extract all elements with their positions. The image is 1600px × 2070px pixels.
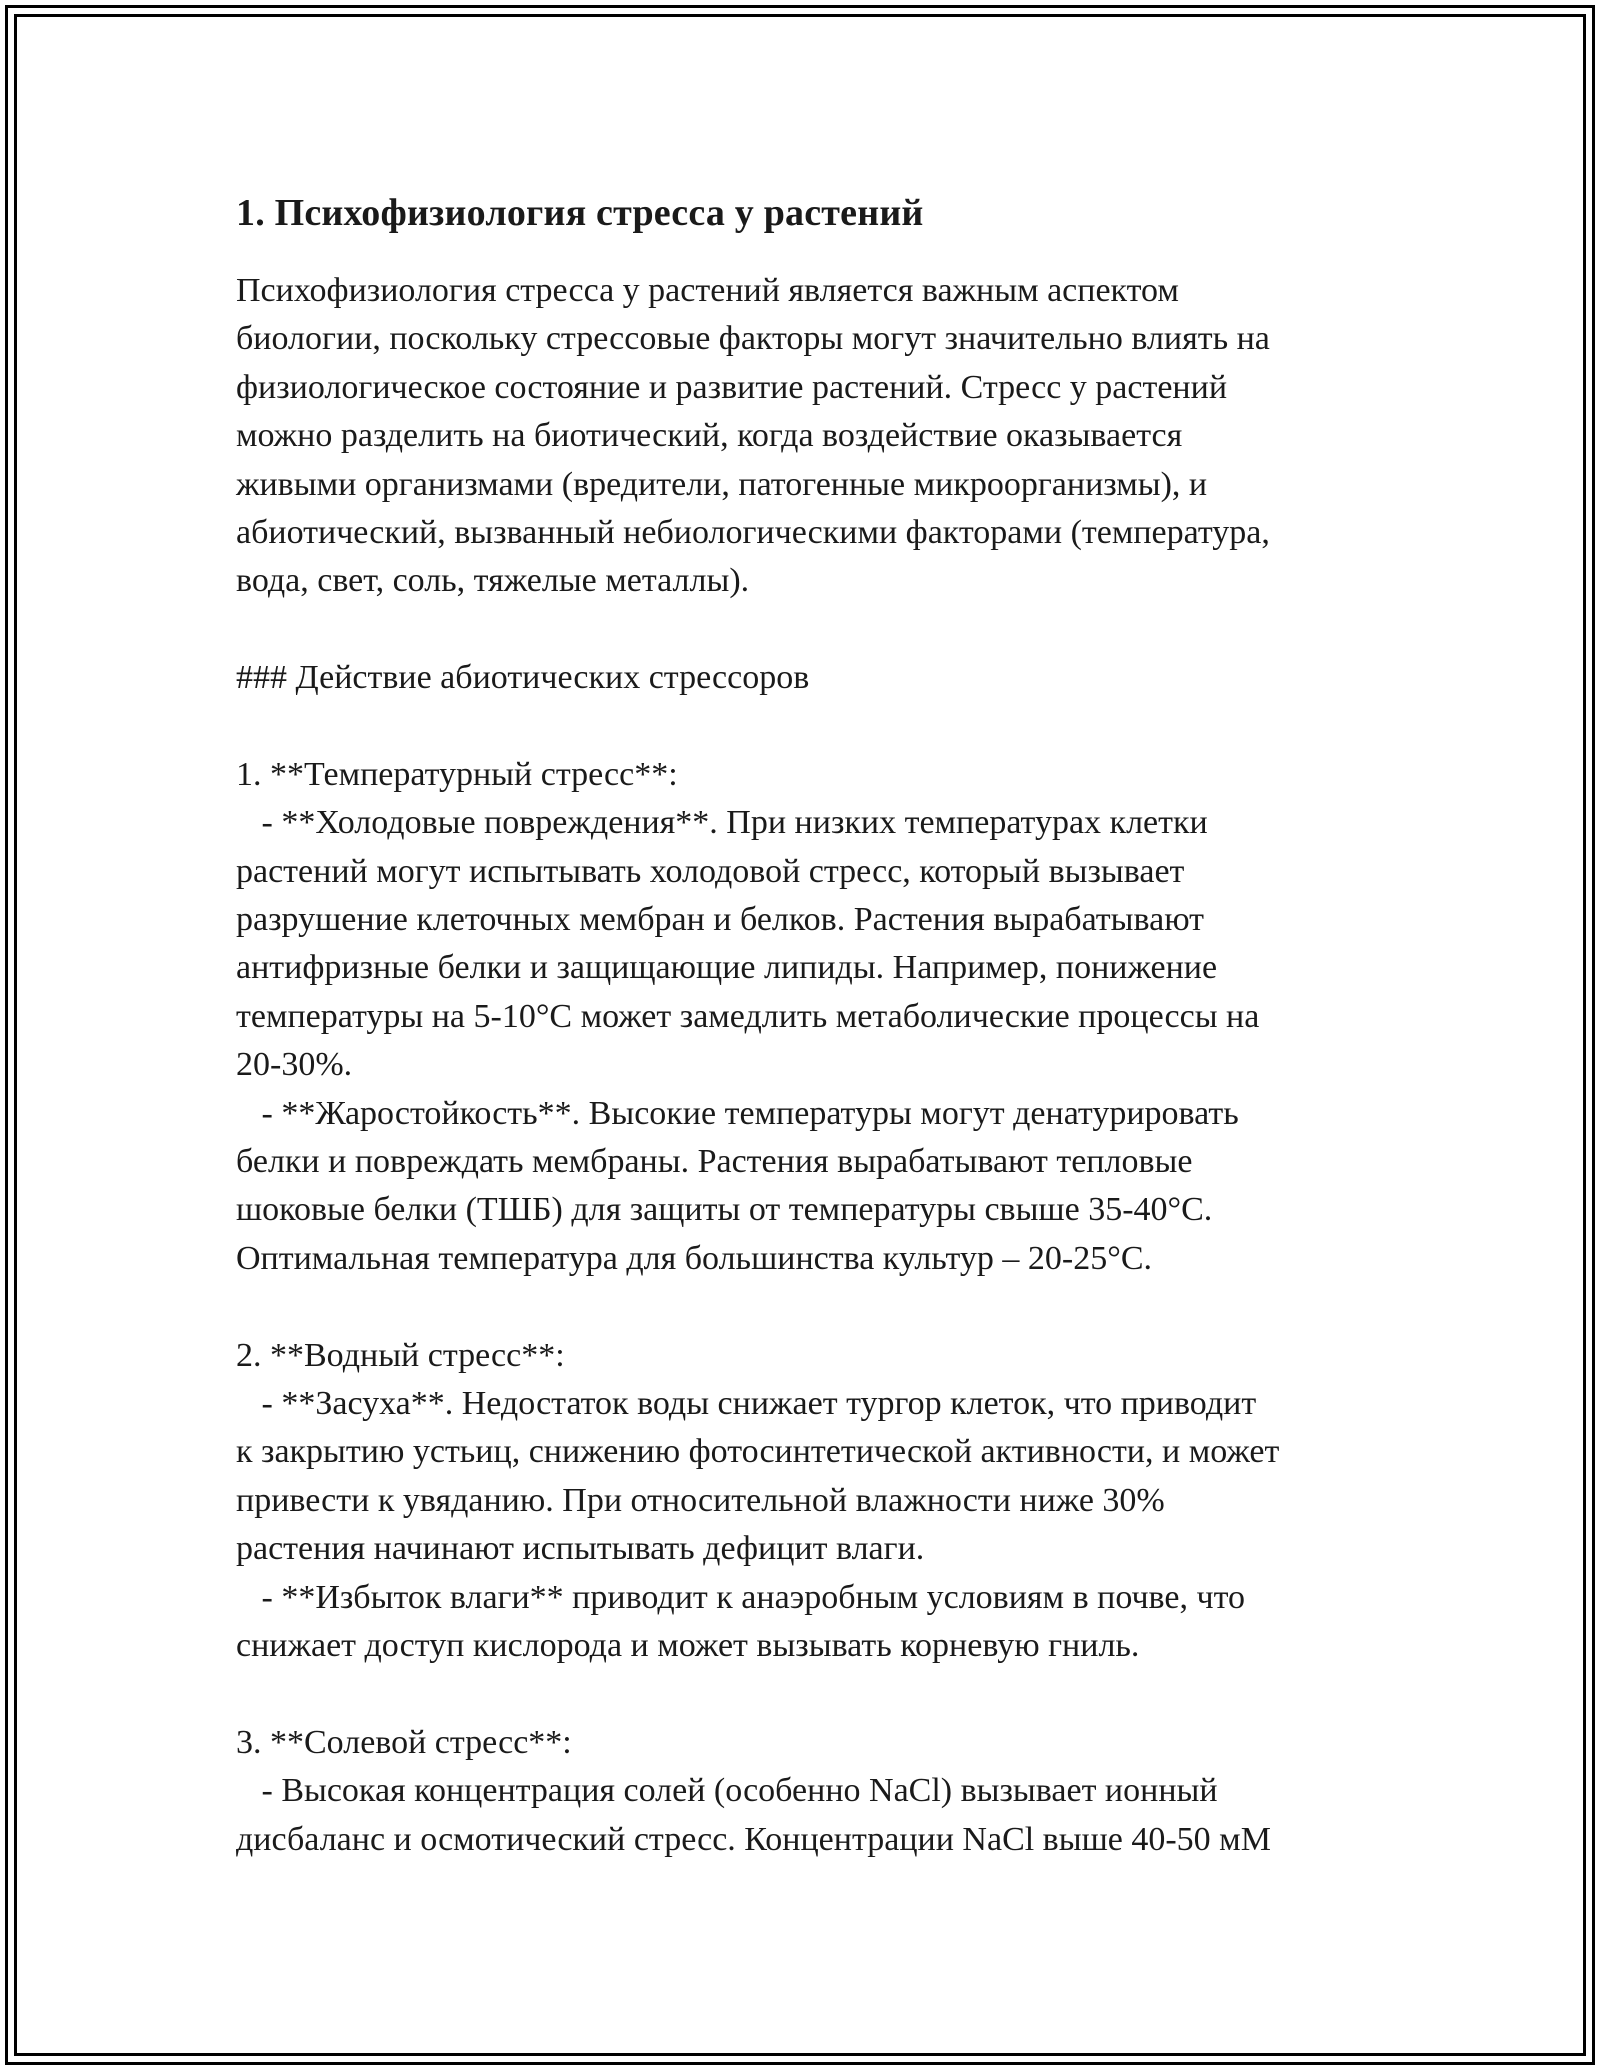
text-line: шоковые белки (ТШБ) для защиты от температуры свыше 35-40°C. — [236, 1191, 1213, 1229]
blank-line — [236, 1283, 1386, 1331]
text-line: можно разделить на биотический, когда воздействие оказывается — [236, 417, 1183, 455]
text-line: белки и повреждать мембраны. Растения вырабатывают тепловые — [236, 1143, 1193, 1181]
text-line: - **Избыток влаги** приводит к анаэробным условиям в почве, что — [236, 1578, 1245, 1616]
text-line: живыми организмами (вредители, патогенные микроорганизмы), и — [236, 465, 1208, 503]
text-line: биологии, поскольку стрессовые факторы могут значительно влиять на — [236, 320, 1270, 358]
text-line: 2. **Водный стресс**: — [236, 1336, 565, 1374]
text-line: 1. **Температурный стресс**: — [236, 755, 678, 793]
text-line: - **Засуха**. Недостаток воды снижает тургор клеток, что приводит — [236, 1384, 1257, 1422]
document-page — [236, 183, 1386, 1864]
text-line: антифризные белки и защищающие липиды. Например, понижение — [236, 949, 1218, 987]
text-line: - **Жаростойкость**. Высокие температуры могут денатурировать — [236, 1094, 1239, 1132]
text-line: Психофизиология стресса у растений является важным аспектом — [236, 272, 1179, 309]
text-line: растений могут испытывать холодовой стресс, который вызывает — [236, 852, 1185, 890]
text-line: 20-30%. — [236, 1046, 353, 1084]
blank-line — [236, 606, 1386, 654]
text-line: Оптимальная температура для большинства культур – 20-25°C. — [236, 1239, 1153, 1277]
text-line: вода, свет, соль, тяжелые металлы). — [236, 562, 750, 600]
text-line: температуры на 5-10°C может замедлить метаболические процессы на — [236, 997, 1260, 1035]
text-line: к закрытию устьиц, снижению фотосинтетической активности, и может — [236, 1433, 1280, 1471]
blank-line — [236, 1670, 1386, 1718]
text-line: абиотический, вызванный небиологическими факторами (температура, — [236, 513, 1270, 551]
text-line: растения начинают испытывать дефицит влаги. — [236, 1530, 925, 1568]
text-line: физиологическое состояние и развитие растений. Стресс у растений — [236, 368, 1228, 406]
document-body — [236, 267, 1386, 1864]
text-line: привести к увяданию. При относительной влажности ниже 30% — [236, 1481, 1165, 1519]
blank-line — [236, 703, 1386, 751]
text-line: - Высокая концентрация солей (особенно NaCl) вызывает ионный — [236, 1772, 1218, 1810]
text-line: - **Холодовые повреждения**. При низких температурах клетки — [236, 804, 1208, 842]
text-line: разрушение клеточных мембран и белков. Растения вырабатывают — [236, 901, 1205, 939]
document-title: 1. Психофизиология стресса у растений — [236, 192, 924, 234]
text-line: снижает доступ кислорода и может вызывать корневую гниль. — [236, 1626, 1140, 1664]
text-line: дисбаланс и осмотический стресс. Концентрации NaCl выше 40-50 мМ — [236, 1820, 1271, 1858]
text-line: ### Действие абиотических стрессоров — [236, 659, 810, 697]
text-line: 3. **Солевой стресс**: — [236, 1723, 572, 1761]
